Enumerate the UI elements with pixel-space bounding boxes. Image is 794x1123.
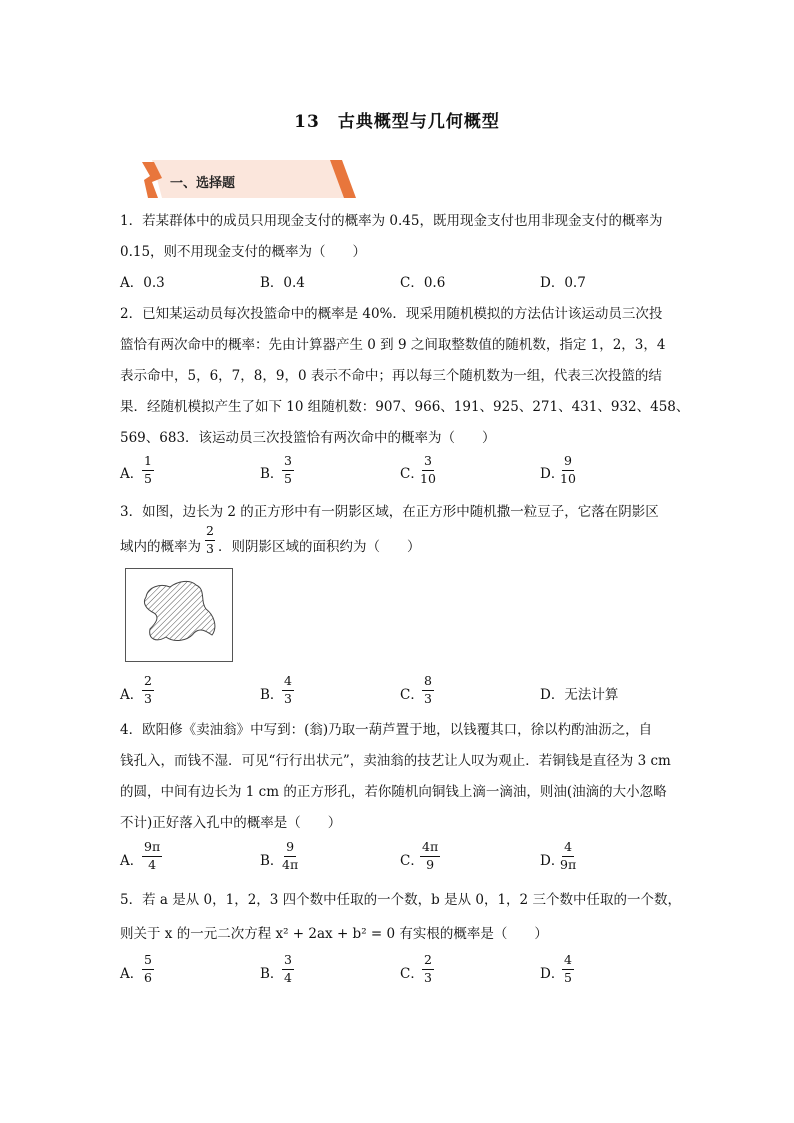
q2-option-b: B． [260, 466, 284, 482]
q1-option-b: B．0.4 [260, 275, 305, 291]
shaded-region-diagram [126, 569, 232, 661]
q4-option-a: A． [120, 853, 144, 869]
q4-line3: 的圆，中间有边长为 1 cm 的正方形孔，若你随机向铜钱上滴一滴油，则油(油滴的大小忽略 [120, 784, 667, 800]
q4-option-c: C． [400, 853, 424, 869]
q3-line2b: ．则阴影区域的面积约为（ ） [218, 539, 421, 555]
q5-option-d-fraction: $\frac{4}{5}$ [564, 952, 572, 985]
section-heading: 一、选择题 [170, 176, 236, 191]
q3-option-a: A． [120, 687, 144, 703]
q4-option-c-fraction: $\frac{4\pi}{9}$ [422, 839, 439, 872]
q4-option-d-fraction: $\frac{4}{9\pi}$ [560, 839, 577, 872]
q3-line2a: 域内的概率为 [120, 539, 201, 555]
q5-option-a: A． [120, 966, 144, 982]
q5-option-b-fraction: $\frac{3}{4}$ [284, 952, 292, 985]
q3-option-c-fraction: $\frac{8}{3}$ [424, 673, 432, 706]
q2-option-a-fraction: $\frac{1}{5}$ [144, 453, 152, 486]
q2-option-c: C． [400, 466, 424, 482]
q2-option-d: D． [540, 466, 565, 482]
q5-option-c-fraction: $\frac{2}{3}$ [424, 952, 432, 985]
q4-option-d: D． [540, 853, 565, 869]
q3-option-b: B． [260, 687, 284, 703]
q4-option-b-fraction: $\frac{9}{4\pi}$ [282, 839, 299, 872]
q2-option-a: A． [120, 466, 144, 482]
q3-probability-fraction: $\frac{2}{3}$ [206, 523, 214, 556]
q2-line1: 2．已知某运动员每次投篮命中的概率是 40%．现采用随机模拟的方法估计该运动员三次投 [120, 306, 663, 322]
q3-option-d: D．无法计算 [540, 687, 619, 703]
q2-line5: 569、683．该运动员三次投篮恰有两次命中的概率为（ ） [120, 430, 496, 446]
q1-option-d: D．0.7 [540, 275, 586, 291]
q3-option-c: C． [400, 687, 424, 703]
q2-line2: 篮恰有两次命中的概率：先由计算器产生 0 到 9 之间取整数值的随机数，指定 1，2，3，4 [120, 337, 666, 353]
q5-line1: 5．若 a 是从 0，1，2，3 四个数中任取的一个数，b 是从 0，1，2 三个数中任取的一个数， [120, 892, 681, 908]
q5-option-b: B． [260, 966, 284, 982]
q4-line1: 4．欧阳修《卖油翁》中写到：(翁)乃取一葫芦置于地，以钱覆其口，徐以杓酌油沥之，自 [120, 722, 653, 738]
q3-option-b-fraction: $\frac{4}{3}$ [284, 673, 292, 706]
q1-line1: 1．若某群体中的成员只用现金支付的概率为 0.45，既用现金支付也用非现金支付的概率为 [120, 213, 663, 229]
q5-option-a-fraction: $\frac{5}{6}$ [144, 952, 152, 985]
q4-line4: 不计)正好落入孔中的概率是（ ） [120, 815, 342, 831]
q2-option-c-fraction: $\frac{3}{10}$ [420, 453, 436, 486]
q1-option-c: C．0.6 [400, 275, 446, 291]
q2-option-d-fraction: $\frac{9}{10}$ [560, 453, 576, 486]
q2-line3: 表示命中，5，6，7，8，9，0 表示不命中；再以每三个随机数为一组，代表三次投篮的结 [120, 368, 662, 384]
q5-option-c: C． [400, 966, 424, 982]
q2-line4: 果．经随机模拟产生了如下 10 组随机数：907、966、191、925、271、431、932、458、 [120, 399, 690, 415]
q4-option-a-fraction: $\frac{9\pi}{4}$ [144, 839, 161, 872]
q1-line2: 0.15，则不用现金支付的概率为（ ） [120, 244, 367, 260]
q4-option-b: B． [260, 853, 284, 869]
q5-line2: 则关于 x 的一元二次方程 x² + 2ax + b² = 0 有实根的概率是（ ） [120, 926, 548, 942]
q4-line2: 钱孔入，而钱不湿．可见“行行出状元”，卖油翁的技艺让人叹为观止．若铜钱是直径为 3 cm [120, 753, 671, 769]
q1-option-a: A．0.3 [120, 275, 165, 291]
q5-option-d: D． [540, 966, 565, 982]
q3-option-a-fraction: $\frac{2}{3}$ [144, 673, 152, 706]
square-figure [125, 568, 233, 662]
q3-line1: 3．如图，边长为 2 的正方形中有一阴影区域，在正方形中随机撒一粒豆子，它落在阴影区 [120, 504, 659, 520]
page-title: 13 古典概型与几何概型 [294, 112, 500, 132]
q2-option-b-fraction: $\frac{3}{5}$ [284, 453, 292, 486]
